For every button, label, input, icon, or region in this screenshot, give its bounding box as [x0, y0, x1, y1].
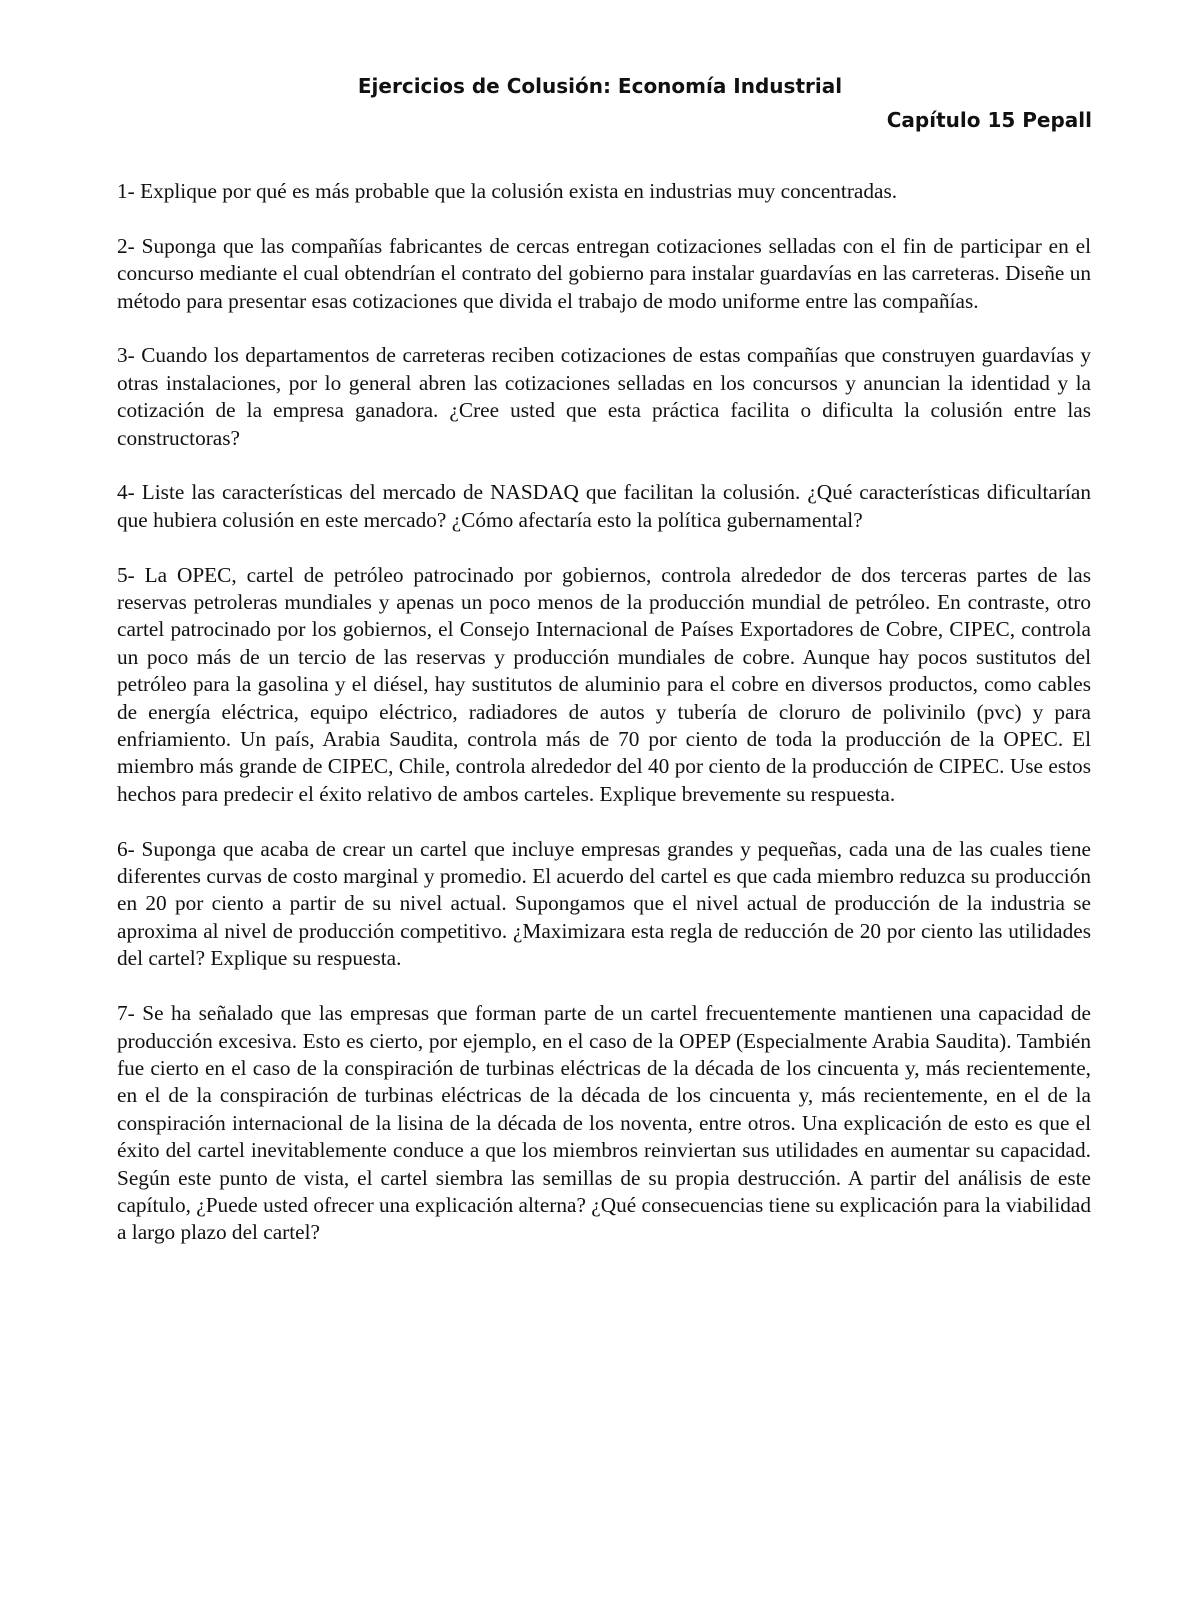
question-6: 6- Suponga que acaba de crear un cartel que incluye empresas grandes y pequeñas, cada una de las cuales tiene diferentes curvas de costo marginal y promedio. El acuerdo del cartel es que cada miembro reduzca su producción en 20 por ciento a partir de su nivel actual. Supongamos que el nivel actual de producción de la industria se aproxima al nivel de producción competitivo. ¿Maximizara esta regla de reducción de 20 por ciento las utilidades del cartel? Explique su respuesta.: [117, 836, 1091, 971]
question-7: 7- Se ha señalado que las empresas que forman parte de un cartel frecuentemente mantienen una capacidad de producción excesiva. Esto es cierto, por ejemplo, en el caso de la OPEP (Especialmente Arabia Saudita). También fue cierto en el caso de la conspiración de turbinas eléctricas de la década de los cincuenta y, más recientemente, en el de la conspiración de turbinas eléctricas de la década de los cincuenta y, más recientemente, en el de la conspiración internacional de la lisina de la década de los noventa, entre otros. Una explicación de esto es que el éxito del cartel inevitablemente conduce a que los miembros reinviertan sus utilidades en aumentar su capacidad. Según este punto de vista, el cartel siembra las semillas de su propia destrucción. A partir del análisis de este capítulo, ¿Puede usted ofrecer una explicación alterna? ¿Qué consecuencias tiene su explicación para la viabilidad a largo plazo del cartel?: [117, 1001, 1091, 1245]
question-5: 5- La OPEC, cartel de petróleo patrocinado por gobiernos, controla alrededor de dos terceras partes de las reservas petroleras mundiales y apenas un poco menos de la producción mundial de petróleo. En contraste, otro cartel patrocinado por los gobiernos, el Consejo Internacional de Países Exportadores de Cobre, CIPEC, controla un poco más de un tercio de las reservas y producción mundiales de cobre. Aunque hay pocos sustitutos del petróleo para la gasolina y el diésel, hay sustitutos de aluminio para el cobre en diversos productos, como cables de energía eléctrica, equipo eléctrico, radiadores de autos y tubería de cloruro de polivinilo (pvc) y para enfriamiento. Un país, Arabia Saudita, controla más de 70 por ciento de toda la producción de la OPEC. El miembro más grande de CIPEC, Chile, controla alrededor del 40 por ciento de la producción de CIPEC. Use estos hechos para predecir el éxito relativo de ambos carteles. Explique brevemente su respuesta.: [117, 562, 1091, 806]
question-1: 1- Explique por qué es más probable que la colusión exista en industrias muy concentradas.: [117, 179, 898, 203]
question-2: 2- Suponga que las compañías fabricantes de cercas entregan cotizaciones selladas con el fin de participar en el concurso mediante el cual obtendrían el contrato del gobierno para instalar guardavías en las carreteras. Diseñe un método para presentar esas cotizaciones que divida el trabajo de modo uniforme entre las compañías.: [117, 233, 1091, 313]
document-subtitle: Capítulo 15 Pepall: [886, 108, 1092, 132]
question-3: 3- Cuando los departamentos de carreteras reciben cotizaciones de estas compañías que construyen guardavías y otras instalaciones, por lo general abren las cotizaciones selladas en los concursos y anuncian la identidad y la cotización de la empresa ganadora. ¿Cree usted que esta práctica facilita o dificulta la colusión entre las constructoras?: [117, 343, 1091, 450]
question-list: [117, 178, 1091, 1274]
document-title: Ejercicios de Colusión: Economía Industrial: [357, 74, 843, 98]
question-4: 4- Liste las características del mercado de NASDAQ que facilitan la colusión. ¿Qué características dificultarían que hubiera colusión en este mercado? ¿Cómo afectaría esto la política gubernamental?: [117, 480, 1091, 532]
